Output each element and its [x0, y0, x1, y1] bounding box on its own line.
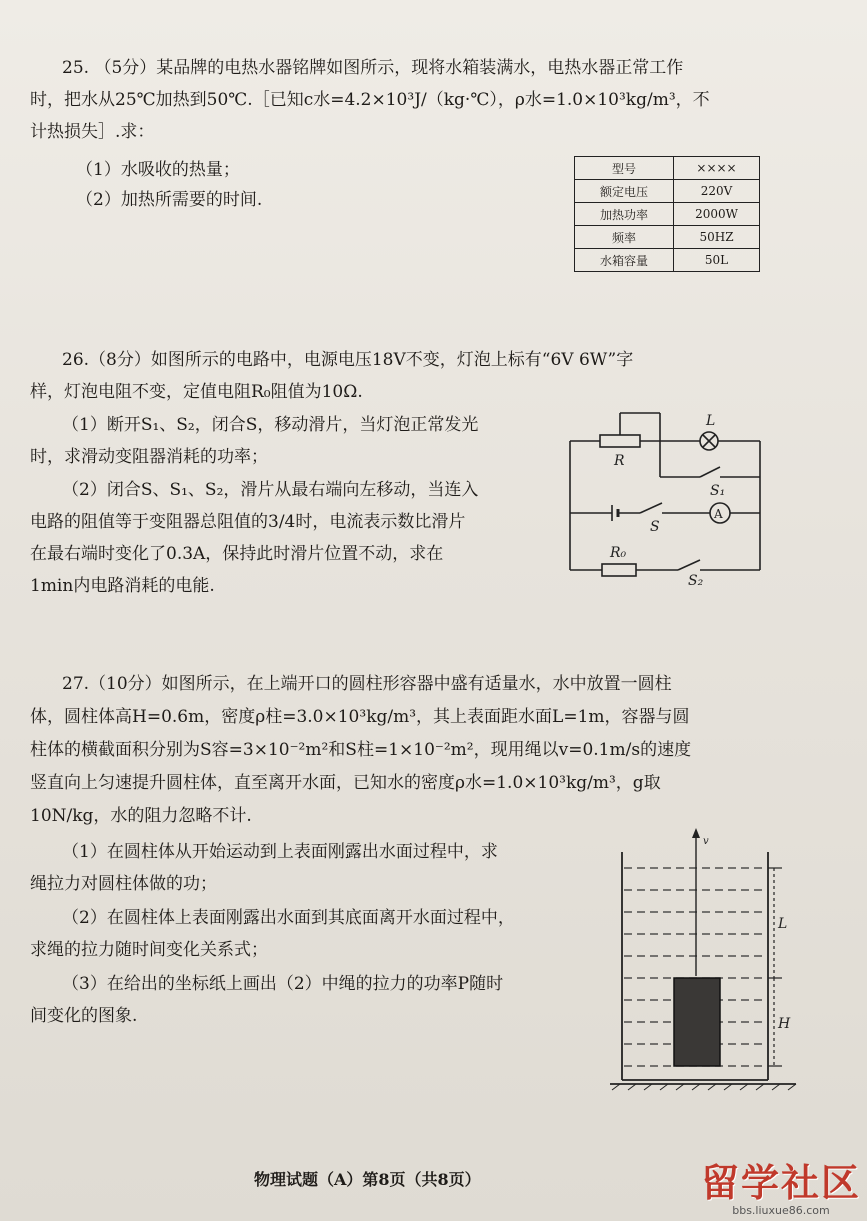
label-S1: S₁ [710, 483, 726, 499]
q26-line5: （2）闭合S、S₁、S₂，滑片从最右端向左移动，当连入 [62, 480, 479, 500]
switch-S [640, 503, 662, 513]
nameplate-value: ×××× [674, 157, 760, 180]
label-v: v [703, 836, 709, 847]
q26-line1: 26.（8分）如图所示的电路中，电源电压18V不变，灯泡上标有“6V 6W”字 [62, 350, 634, 370]
rheostat-R [600, 435, 640, 447]
nameplate-value: 220V [674, 180, 760, 203]
nameplate-row [575, 203, 760, 226]
q27-sub3b: 间变化的图象. [30, 1006, 138, 1026]
q25-line1: 25. （5分）某品牌的电热水器铭牌如图所示，现将水箱装满水，电热水器正常工作 [62, 58, 684, 78]
q27-sub3a: （3）在给出的坐标纸上画出（2）中绳的拉力的功率P随时 [62, 974, 504, 994]
q27-line5: 10N/kg，水的阻力忽略不计. [30, 806, 252, 826]
q27-line4: 竖直向上匀速提升圆柱体，直至离开水面，已知水的密度ρ水=1.0×10³kg/m³，g取 [30, 773, 661, 793]
nameplate-key: 型号 [575, 157, 674, 180]
label-L: L [706, 413, 716, 429]
q27-sub2b: 求绳的拉力随时间变化关系式； [30, 940, 268, 960]
q27-line3: 柱体的横截面积分别为S容=3×10⁻²m²和S柱=1×10⁻²m²，现用绳以v=0.1m/s的速度 [30, 740, 692, 760]
page-footer: 物理试题（A）第8页（共8页） [254, 1170, 481, 1189]
q25-sub1: （1）水吸收的热量； [76, 160, 240, 180]
nameplate-value: 2000W [674, 203, 760, 226]
nameplate-row [575, 249, 760, 272]
nameplate-value: 50HZ [674, 226, 760, 249]
watermark [701, 1162, 861, 1217]
nameplate-key: 水箱容量 [575, 249, 674, 272]
label-A: A [714, 507, 723, 521]
label-S: S [650, 519, 660, 535]
nameplate-key: 频率 [575, 226, 674, 249]
q25-sub2: （2）加热所需要的时间. [76, 190, 263, 210]
watermark-url: bbs.liuxue86.com [732, 1204, 830, 1217]
nameplate-table [574, 156, 760, 272]
cylinder [674, 978, 720, 1066]
q25-line2: 时，把水从25℃加热到50℃.［已知c水=4.2×10³J/（kg·℃），ρ水=1.0×10³kg/m³，不 [30, 90, 710, 110]
q26-line6: 电路的阻值等于变阻器总阻值的3/4时，电流表示数比滑片 [30, 512, 466, 532]
q26-line7: 在最右端时变化了0.3A，保持此时滑片位置不动，求在 [30, 544, 444, 564]
label-L-dim: L [778, 916, 788, 932]
label-H-dim: H [778, 1016, 791, 1032]
q26-line3: （1）断开S₁、S₂，闭合S，移动滑片，当灯泡正常发光 [62, 415, 479, 435]
watermark-brand: 留学社区 [701, 1161, 862, 1205]
label-R0: R₀ [610, 545, 627, 561]
q27-line1: 27.（10分）如图所示，在上端开口的圆柱形容器中盛有适量水，水中放置一圆柱 [62, 674, 672, 694]
switch-S1 [700, 467, 720, 477]
q27-sub2a: （2）在圆柱体上表面刚露出水面到其底面离开水面过程中， [62, 908, 515, 928]
label-R: R [614, 453, 625, 469]
q27-line2: 体，圆柱体高H=0.6m，密度ρ柱=3.0×10³kg/m³，其上表面距水面L=1m，容器与圆 [30, 707, 690, 727]
q25-line3: 计热损失］.求： [30, 122, 155, 142]
nameplate-key: 加热功率 [575, 203, 674, 226]
nameplate-row [575, 157, 760, 180]
q27-sub1b: 绳拉力对圆柱体做的功； [30, 874, 217, 894]
nameplate-row [575, 226, 760, 249]
label-S2: S₂ [688, 573, 704, 585]
nameplate-key: 额定电压 [575, 180, 674, 203]
nameplate-row [575, 180, 760, 203]
container-figure [608, 828, 808, 1098]
q27-sub1a: （1）在圆柱体从开始运动到上表面刚露出水面过程中，求 [62, 842, 498, 862]
resistor-R0 [602, 564, 636, 576]
nameplate-value: 50L [674, 249, 760, 272]
q26-line4: 时，求滑动变阻器消耗的功率； [30, 447, 268, 467]
q26-line2: 样，灯泡电阻不变，定值电阻R₀阻值为10Ω. [30, 382, 363, 402]
circuit-diagram [560, 405, 770, 585]
q26-line8: 1min内电路消耗的电能. [30, 576, 215, 596]
switch-S2 [678, 560, 700, 570]
